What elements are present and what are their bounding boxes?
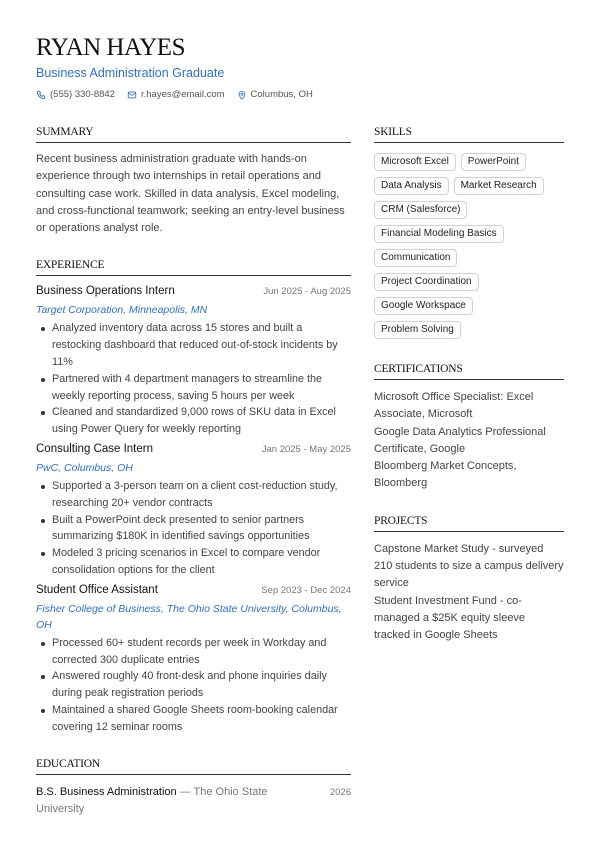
certifications-heading: CERTIFICATIONS bbox=[374, 363, 564, 380]
location-text: Columbus, OH bbox=[250, 89, 313, 100]
left-column bbox=[36, 126, 351, 818]
certifications-list bbox=[374, 389, 564, 493]
skill-chip: Microsoft Excel bbox=[374, 153, 456, 171]
contact-location bbox=[237, 89, 313, 100]
phone-icon bbox=[36, 90, 46, 100]
job-organization: PwC, Columbus, OH bbox=[36, 462, 133, 475]
bullet-item: Analyzed inventory data across 15 stores and built a restocking dashboard that reduced out-of-stock incidents by 11% bbox=[36, 320, 351, 370]
education-heading: EDUCATION bbox=[36, 758, 351, 775]
job-title: Student Office Assistant bbox=[36, 583, 158, 596]
skill-chip: CRM (Salesforce) bbox=[374, 201, 467, 219]
bullet-item: Supported a 3-person team on a client cost-reduction study, researching 20+ vendor contracts bbox=[36, 478, 351, 512]
bullet-item: Maintained a shared Google Sheets room-booking calendar covering 12 seminar rooms bbox=[36, 702, 351, 736]
skill-chip: PowerPoint bbox=[461, 153, 526, 171]
skill-chip: Data Analysis bbox=[374, 177, 449, 195]
contact-email[interactable] bbox=[127, 89, 225, 100]
bullet-item: Answered roughly 40 front-desk and phone inquiries daily during peak registration periods bbox=[36, 668, 351, 702]
skill-chip: Financial Modeling Basics bbox=[374, 225, 504, 243]
skills-list bbox=[374, 153, 564, 339]
candidate-title: Business Administration Graduate bbox=[36, 66, 225, 80]
job-title: Consulting Case Intern bbox=[36, 443, 153, 456]
job-entry bbox=[36, 584, 351, 736]
skills-heading: SKILLS bbox=[374, 126, 564, 143]
skill-chip: Project Coordination bbox=[374, 273, 479, 291]
job-entry bbox=[36, 443, 351, 579]
project-item: Student Investment Fund - co-managed a $25K equity sleeve tracked in Google Sheets bbox=[374, 594, 526, 642]
job-dates: Jan 2025 - May 2025 bbox=[261, 444, 351, 456]
projects-list bbox=[374, 541, 564, 645]
certifications-section bbox=[374, 363, 564, 493]
certification-item: Microsoft Office Specialist: Excel Associate, Microsoft bbox=[374, 391, 534, 421]
candidate-name: RYAN HAYES bbox=[36, 34, 185, 61]
skill-chip: Problem Solving bbox=[374, 321, 461, 339]
summary-text: Recent business administration graduate with hands-on experience through two internships in retail operations and consulting case work. Skilled in data analysis, Excel modeling, and cross-functional teamwork; seeking an entry-level business or operations analyst role. bbox=[36, 153, 345, 235]
bullet-item: Modeled 3 pricing scenarios in Excel to compare vendor consolidation options for the client bbox=[36, 545, 351, 579]
education-year: 2026 bbox=[329, 786, 351, 798]
job-bullets bbox=[36, 320, 351, 438]
location-pin-icon bbox=[237, 90, 247, 100]
contact-phone[interactable] bbox=[36, 89, 115, 100]
projects-section bbox=[374, 515, 564, 645]
education-entry bbox=[36, 784, 351, 819]
phone-text: (555) 330-8842 bbox=[50, 89, 115, 100]
job-organization: Fisher College of Business, The Ohio State University, Columbus, OH bbox=[36, 602, 342, 631]
job-dates: Sep 2023 - Dec 2024 bbox=[261, 584, 351, 596]
project-item: Capstone Market Study - surveyed 210 students to size a campus delivery service bbox=[374, 542, 564, 590]
skill-chip: Communication bbox=[374, 249, 457, 267]
mail-icon bbox=[127, 90, 137, 100]
bullet-item: Processed 60+ student records per week in Workday and corrected 300 duplicate entries bbox=[36, 635, 351, 669]
job-title: Business Operations Intern bbox=[36, 285, 175, 298]
summary-heading: SUMMARY bbox=[36, 126, 351, 143]
skills-section bbox=[374, 126, 564, 339]
job-organization: Target Corporation, Minneapolis, MN bbox=[36, 304, 208, 317]
certification-item: Bloomberg Market Concepts, Bloomberg bbox=[374, 460, 517, 490]
experience-section bbox=[36, 259, 351, 735]
projects-heading: PROJECTS bbox=[374, 515, 564, 532]
job-entry bbox=[36, 285, 351, 438]
skill-chip: Market Research bbox=[454, 177, 544, 195]
summary-section bbox=[36, 126, 351, 237]
education-separator: — bbox=[176, 785, 194, 798]
right-column bbox=[374, 126, 564, 645]
contact-row bbox=[36, 89, 313, 100]
job-bullets bbox=[36, 635, 351, 736]
skill-chip: Google Workspace bbox=[374, 297, 473, 315]
experience-heading: EXPERIENCE bbox=[36, 259, 351, 276]
bullet-item: Cleaned and standardized 9,000 rows of SKU data in Excel using Power Query for weekly reporting bbox=[36, 404, 351, 438]
bullet-item: Built a PowerPoint deck presented to senior partners summarizing $180K in identified savings opportunities bbox=[36, 512, 351, 546]
job-bullets bbox=[36, 478, 351, 579]
bullet-item: Partnered with 4 department managers to streamline the weekly reporting process, saving 5 hours per week bbox=[36, 371, 351, 405]
email-text: r.hayes@email.com bbox=[140, 89, 225, 100]
education-school: The Ohio State University bbox=[36, 785, 268, 815]
job-dates: Jun 2025 - Aug 2025 bbox=[263, 286, 351, 298]
certification-item: Google Data Analytics Professional Certificate, Google bbox=[374, 425, 546, 455]
education-section bbox=[36, 758, 351, 819]
education-degree: B.S. Business Administration bbox=[36, 785, 177, 798]
